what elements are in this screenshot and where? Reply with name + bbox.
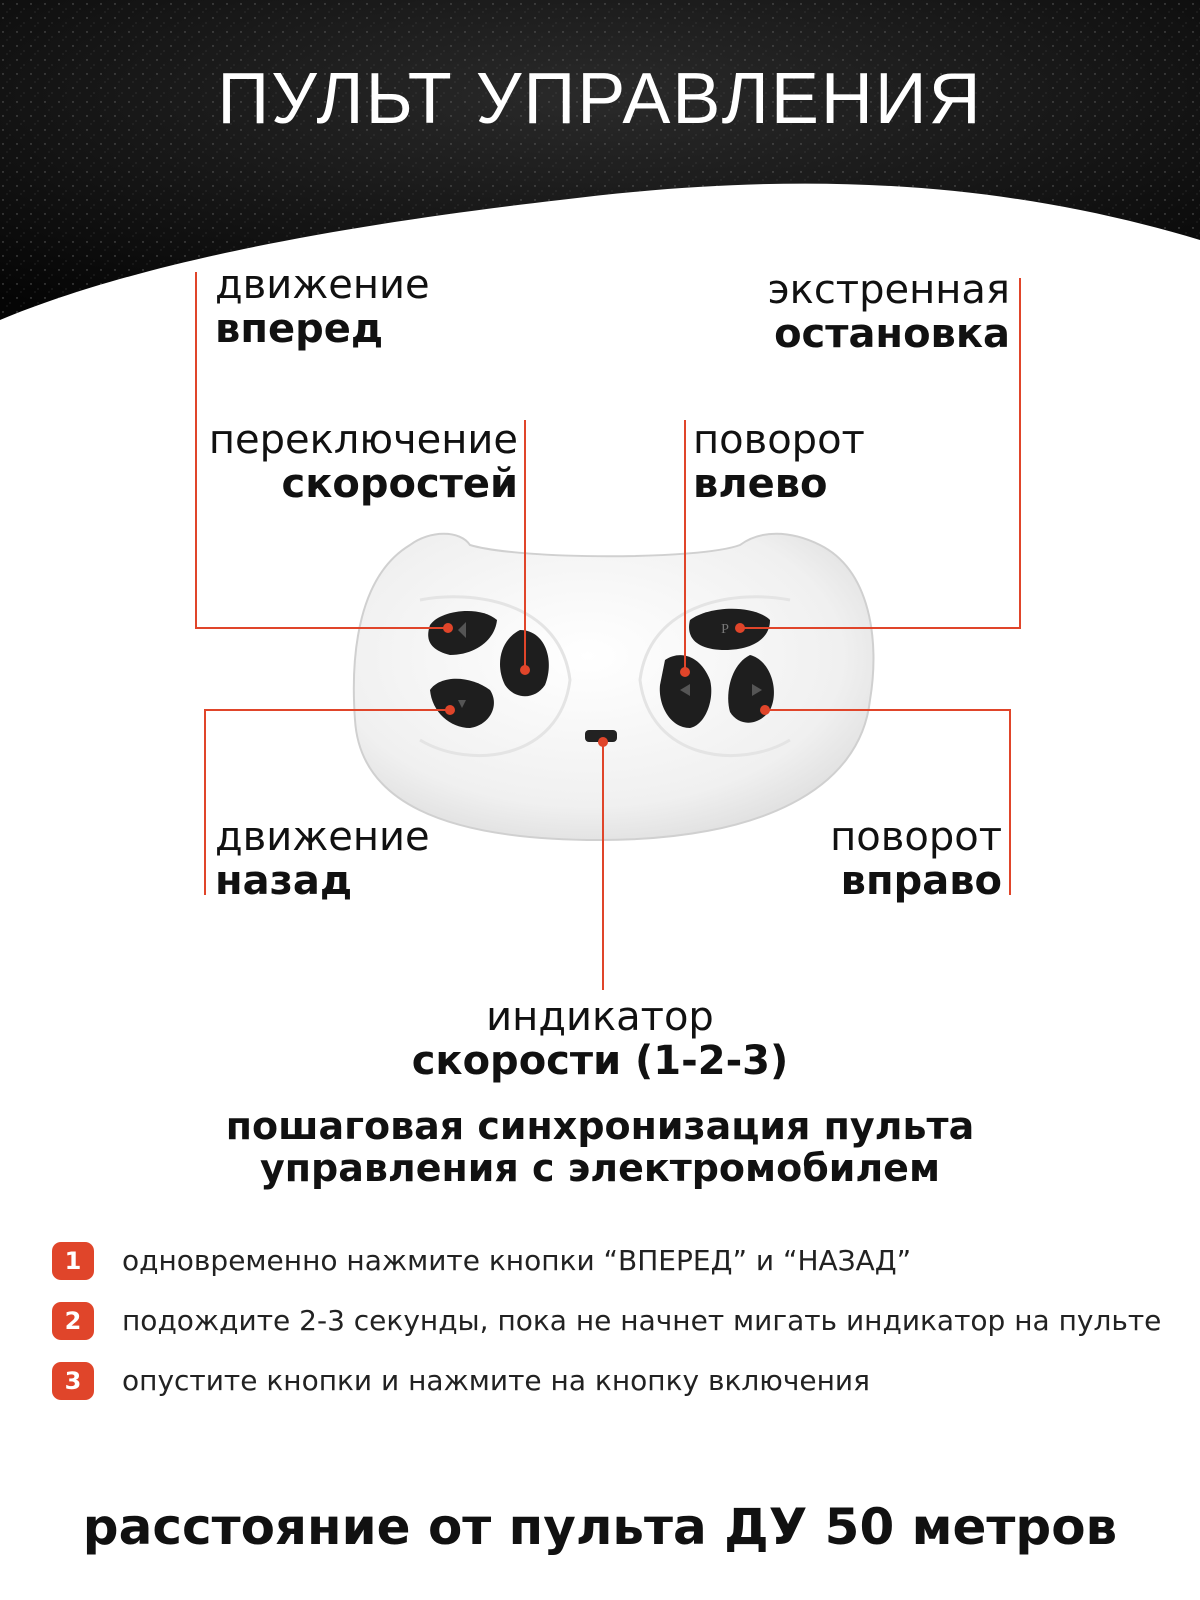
speed-indicator-led [585, 730, 617, 742]
step-number-badge: 1 [52, 1242, 94, 1280]
footer-range-text: расстояние от пульта ДУ 50 метров [82, 1498, 1118, 1556]
label-turn-left: поворот влево [693, 417, 865, 507]
stop-mark: P [721, 622, 729, 637]
sync-steps-list [52, 1242, 1192, 1422]
step-number-badge: 3 [52, 1362, 94, 1400]
label-turn-right: поворот вправо [830, 814, 1002, 904]
label-emergency-stop: экстренная остановка [767, 267, 1010, 357]
step-text: подождите 2-3 секунды, пока не начнет мигать индикатор на пульте [122, 1304, 1162, 1337]
list-item [52, 1362, 1192, 1422]
remote-body [354, 534, 874, 840]
label-speed-indicator: индикатор скорости (1-2-3) [411, 994, 789, 1084]
label-forward: движение вперед [215, 262, 430, 352]
step-text: одновременно нажмите кнопки “ВПЕРЕД” и “НАЗАД” [122, 1244, 912, 1277]
list-item [52, 1302, 1192, 1362]
label-backward: движение назад [215, 814, 430, 904]
step-text: опустите кнопки и нажмите на кнопку включения [122, 1364, 870, 1397]
sync-title: пошаговая синхронизация пульта управления с электромобилем [225, 1104, 975, 1190]
page-title: ПУЛЬТ УПРАВЛЕНИЯ [217, 59, 983, 139]
list-item [52, 1242, 1192, 1302]
step-number-badge: 2 [52, 1302, 94, 1340]
label-speed-switch: переключение скоростей [208, 417, 518, 507]
